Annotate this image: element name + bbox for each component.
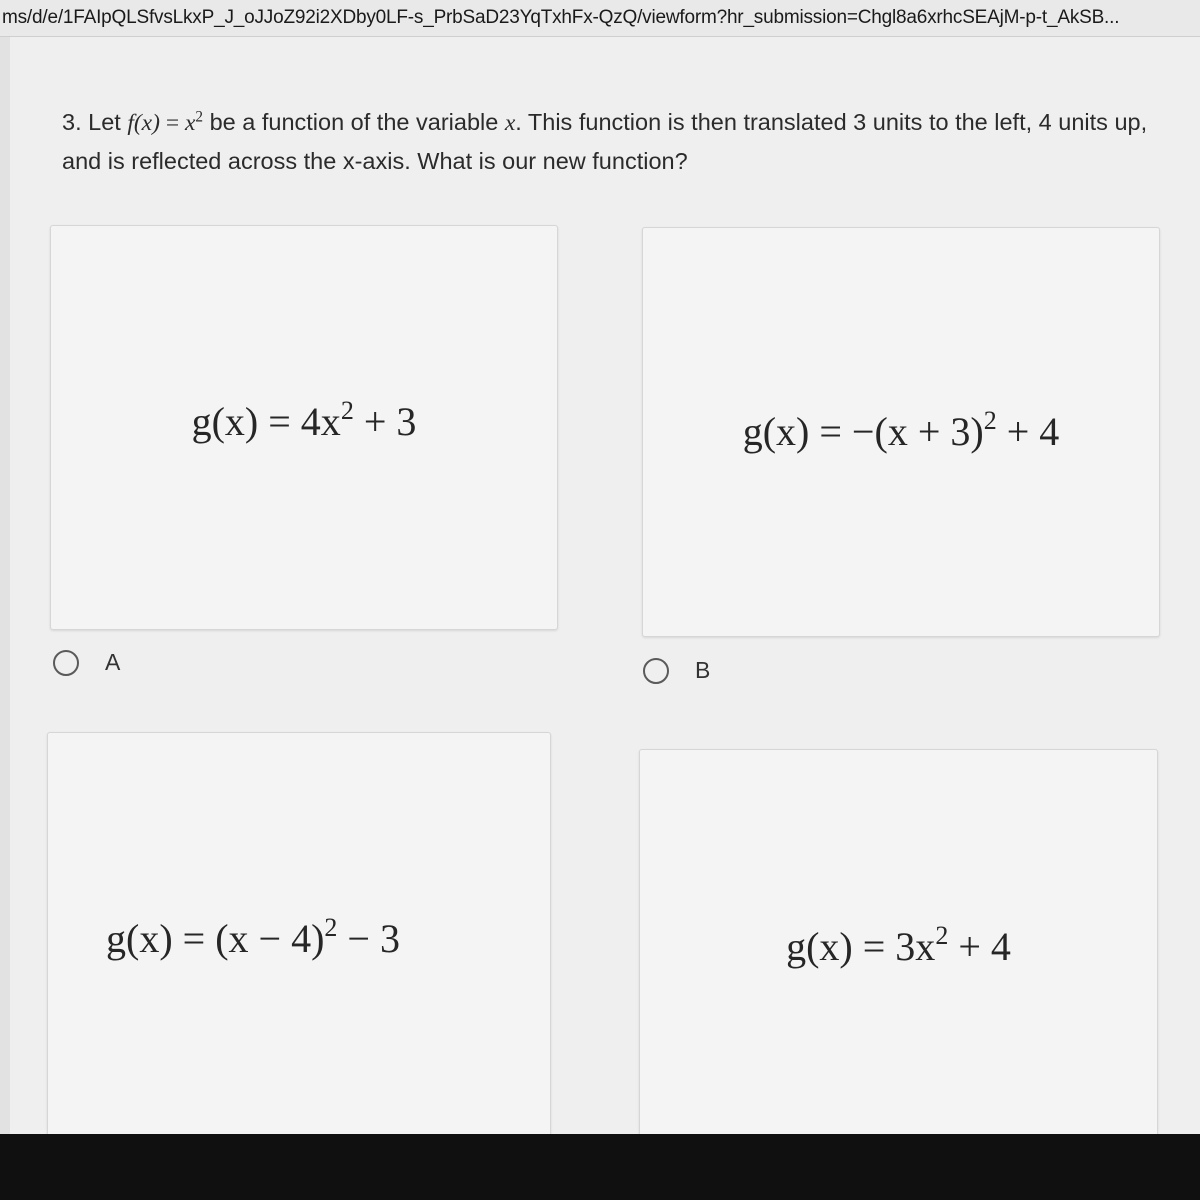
option-a-label: A xyxy=(105,649,121,675)
option-c-image[interactable] xyxy=(47,732,551,1144)
option-c-formula: $g(x) = (x - 4)^2 - 3$ xyxy=(106,913,400,961)
url-text: ms/d/e/1FAIpQLSfvsLkxP_J_oJJoZ92i2XDby0LF-s_PrbSaD23YqTxhFx-QzQ/viewform?hr_submission=Chgl8a6xrhcSEAjM-p-t_AkSB... xyxy=(2,7,1120,28)
radio-a[interactable] xyxy=(53,650,79,676)
option-a[interactable] xyxy=(53,649,120,676)
option-b-formula: $g(x) = -(x + 3)^2 + 4$ xyxy=(742,406,1060,454)
option-d-image[interactable] xyxy=(639,749,1158,1151)
form-page xyxy=(0,37,1200,1134)
option-d-formula: $g(x) = 3x^2 + 4$ xyxy=(786,921,1011,969)
f-of-x: f(x) xyxy=(127,110,160,136)
option-b-image[interactable] xyxy=(642,227,1160,637)
option-a-formula: $g(x) = 4x^2 + 3$ xyxy=(191,396,417,444)
question-text: 3. Let $f(x) = x^2$ be a function of the variable x. This function is then translated 3 units to the left, 4 units up, and is reflected across the x-axis. What is our new function? xyxy=(62,108,1148,174)
screen-bezel xyxy=(0,1134,1200,1200)
option-b[interactable] xyxy=(643,657,710,684)
option-a-image[interactable] xyxy=(50,225,558,630)
address-bar[interactable] xyxy=(0,0,1200,37)
radio-b[interactable] xyxy=(643,658,669,684)
option-b-label: B xyxy=(695,657,711,683)
